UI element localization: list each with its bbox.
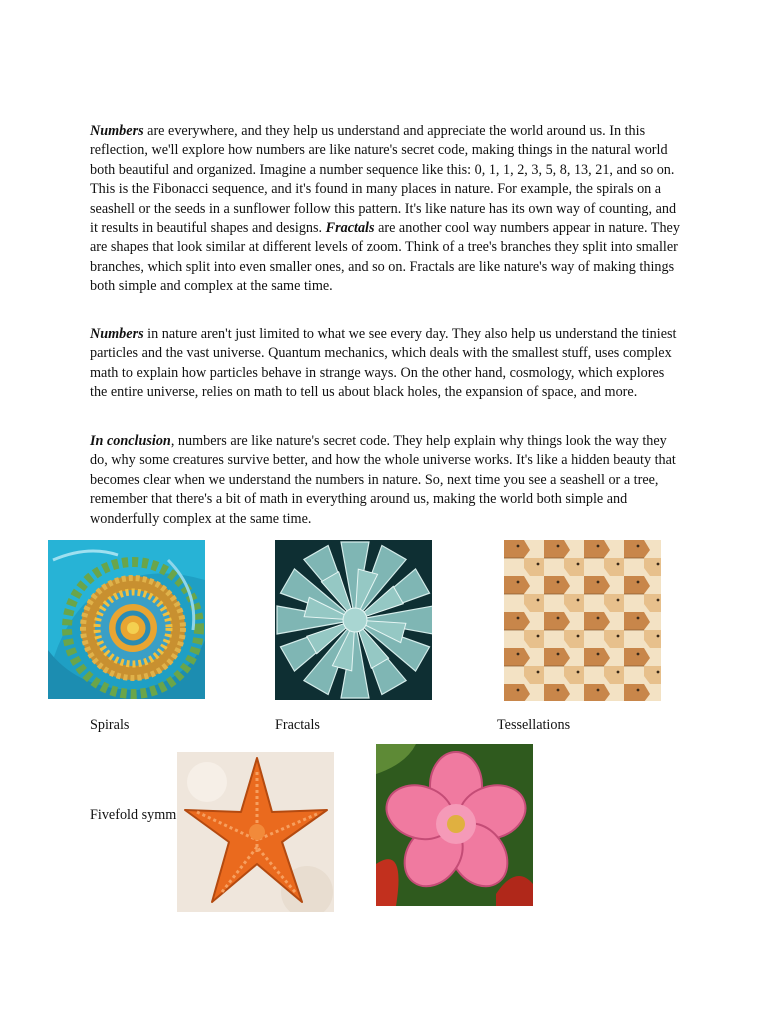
starfish-image [177,752,334,912]
paragraph-conclusion [90,432,680,529]
caption-spirals: Spirals [90,717,130,733]
caption-fractals: Fractals [275,717,320,733]
paragraph-numbers-physics [90,325,680,403]
paragraph-text: in nature aren't just limited to what we see every day. They also help us understand the tiniest particles and the vast universe. Quantum mechanics, which deals with the smallest stuff, uses complex math to explain how particles behave in strange ways. On the other hand, cosmology, which explores the entire universe, relies on math to tell us about black holes, the expansion of space, and more. [90,326,677,401]
caption-tessellations: Tessellations [497,717,571,733]
flower-image [376,744,533,906]
spiral-image [48,540,205,699]
paragraph-text: are another cool way numbers appear in nature. They are shapes that look similar at different levels of zoom. Think of a tree's branches they split into smaller branches, which split into even smaller ones, and so on. Fractals are like nature's way of making things both simple and complex at the same time. [90,220,680,295]
lead-conclusion: In conclusion [90,433,171,449]
lead-fractals: Fractals [325,220,375,237]
lead-numbers: Numbers [90,326,144,342]
paragraph-text: , numbers are like nature's secret code. They help explain why things look the way they do, why some creatures survive better, and how the whole universe works. It's like a hidden beauty that becomes clear when we understand the numbers in nature. So, next time you see a seashell or a tree, remember that there's a bit of math in everything around us, making the world both simple and wonderfully complex at the same time. [90,433,676,527]
paragraph-numbers-intro [90,122,680,297]
aloe-fractal-image [275,540,432,700]
caption-fivefold-symmetry: Fivefold symm [90,807,177,823]
paragraph-text: are everywhere, and they help us understand and appreciate the world around us. In this reflection, we'll explore how numbers are like nature's secret code, making things in the natural world both beautiful and organized. Imagine a number sequence like this: 0, 1, 1, 2, 3, 5, 8, 13, 21, and so on. This is the Fibonacci sequence, and it's found in many places in nature. For example, the spirals on a seashell or the seeds in a sunflower follow this pattern. It's like nature has its own way of counting, and it results in beautiful shapes and designs. [90,123,677,237]
lead-numbers: Numbers [90,123,144,139]
bird-tessellation-image [504,540,661,701]
